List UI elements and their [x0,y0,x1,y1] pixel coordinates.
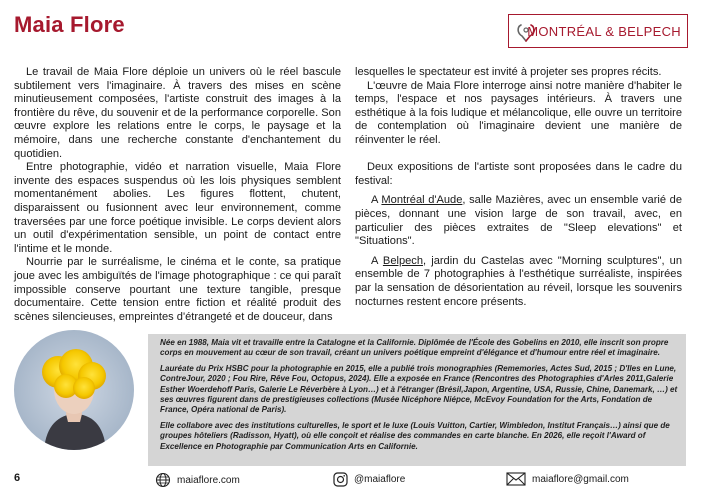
paragraph: Entre photographie, vidéo et narration visuelle, Maia Flore invente des espaces suspendus où les lois physiques semblent momentanément abolies. Les figures flottent, chutent, disparaissent ou fusionnent avec leur environnement, comme traversées par une force poétique invisible. Le corps devient alors un outil d'expérimentation sensible, un point de contact entre l'intime et le monde. [14,161,341,255]
exhibition-belpech: A Belpech, jardin du Castelas avec "Morning sculptures", un ensemble de 7 photographies à l'esthétique surréaliste, inspirées par la sensation de désorientation au réveil, lorsque les souvenirs nocturnes restent encore présents. [355,254,682,308]
bio-paragraph: Lauréate du Prix HSBC pour la photographie en 2015, elle a publié trois monographies (Rememories, Actes Sud, 2015 ; D'Iles en Lune, ContreJour, 2020 ; Fou Rire, Rêve Fou, Octopus, 2024). Elle a exposée en France (Rencontres des Photographies d'Arles 2011,Galerie Esther Woerdehoff Paris, Galerie Le Réverbère à Lyon…) et à l'étranger (Brésil,Japon, Argentine, USA, Russie, Chine, Danemark, …) et ses œuvres figurent dans de prestigieuses collections (Musée Nicéphore Niépce, McEvoy Foundation for the Arts, Fondation de France, Opéra national de Paris). [160,363,678,415]
paragraph: lesquelles le spectateur est invité à projeter ses propres récits. [355,66,662,78]
venue-link-montreal[interactable]: Montréal d'Aude [381,194,463,207]
artist-portrait [14,330,134,450]
bio-paragraph: Elle collabore avec des institutions culturelles, le sport et le luxe (Louis Vuitton, Cartier, Wimbledon, Institut Français…) ainsi que de groupes hôteliers (Radisson, Hyatt), où elle conçoit et réalise des commandes en carte blanche. En 2026, elle reçoit l'Award of Excellence en Photographie par Communication Arts en Californie. [160,420,670,451]
instagram-contact[interactable] [333,472,405,487]
instagram-icon [333,472,348,487]
email-link[interactable]: maiaflore@gmail.com [532,473,629,485]
page-number: 6 [14,472,21,484]
exhibition-montreal: A Montréal d'Aude, salle Mazières, avec un ensemble varié de pièces, donnant une vision large de son travail, avec, en particulier des pièces extraites de "Sleep elevations" et "Situations". [355,194,682,248]
main-text-column-right [355,66,682,309]
envelope-icon [506,472,526,486]
main-text-column-left [14,66,341,324]
page-title: Maia Flore [14,12,125,37]
paragraph: L'œuvre de Maia Flore interroge ainsi notre manière d'habiter le temps, l'espace et nos paysages intérieurs. À travers une esthétique à la fois ludique et mélancolique, elle ouvre un territoire de contemplation où l'imaginaire devient une manière de réinventer le réel. [355,79,682,146]
paragraph: Nourrie par le surréalisme, le cinéma et le conte, sa pratique joue avec les ambiguïtés de l'image photographique : ce qui paraît impossible conserve pourtant une texture tangible, presque documentaire. Cette tension entre fiction et réalité produit des scènes silencieuses, empreintes d'étrangeté et de douceur, dans [14,256,341,323]
bio-paragraph: Née en 1988, Maia vit et travaille entre la Catalogne et la Californie. Diplômée de l'École des Gobelins en 2010, elle inscrit son propre corps en mouvement au cœur de son travail, créant un univers poétique empreint d'élégance et d'humour entre réel et imaginaire. [160,338,669,358]
globe-icon [155,472,171,488]
heart-map-pin-icon [515,21,537,43]
instagram-handle[interactable]: @maiaflore [354,474,406,485]
paragraph: Le travail de Maia Flore déploie un univers où le réel bascule subtilement vers l'imaginaire. À travers des mises en scène minutieusement composées, l'artiste construit des images à la frontière du rêve, du souvenir et de la performance corporelle. Son œuvre explore les relations entre le corps, le paysage et la mémoire, dans une recherche constante d'enchantement du quotidien. [14,66,341,160]
bio-text [160,338,682,457]
email-contact[interactable] [506,472,629,486]
venue-link-belpech[interactable]: Belpech [382,254,424,267]
website-link[interactable]: maiaflore.com [177,474,240,486]
paragraph: Deux expositions de l'artiste sont proposées dans le cadre du festival: [355,161,682,187]
location-banner [508,14,688,48]
location-label: MONTRÉAL & BELPECH [527,23,681,39]
website-contact[interactable] [155,472,240,488]
